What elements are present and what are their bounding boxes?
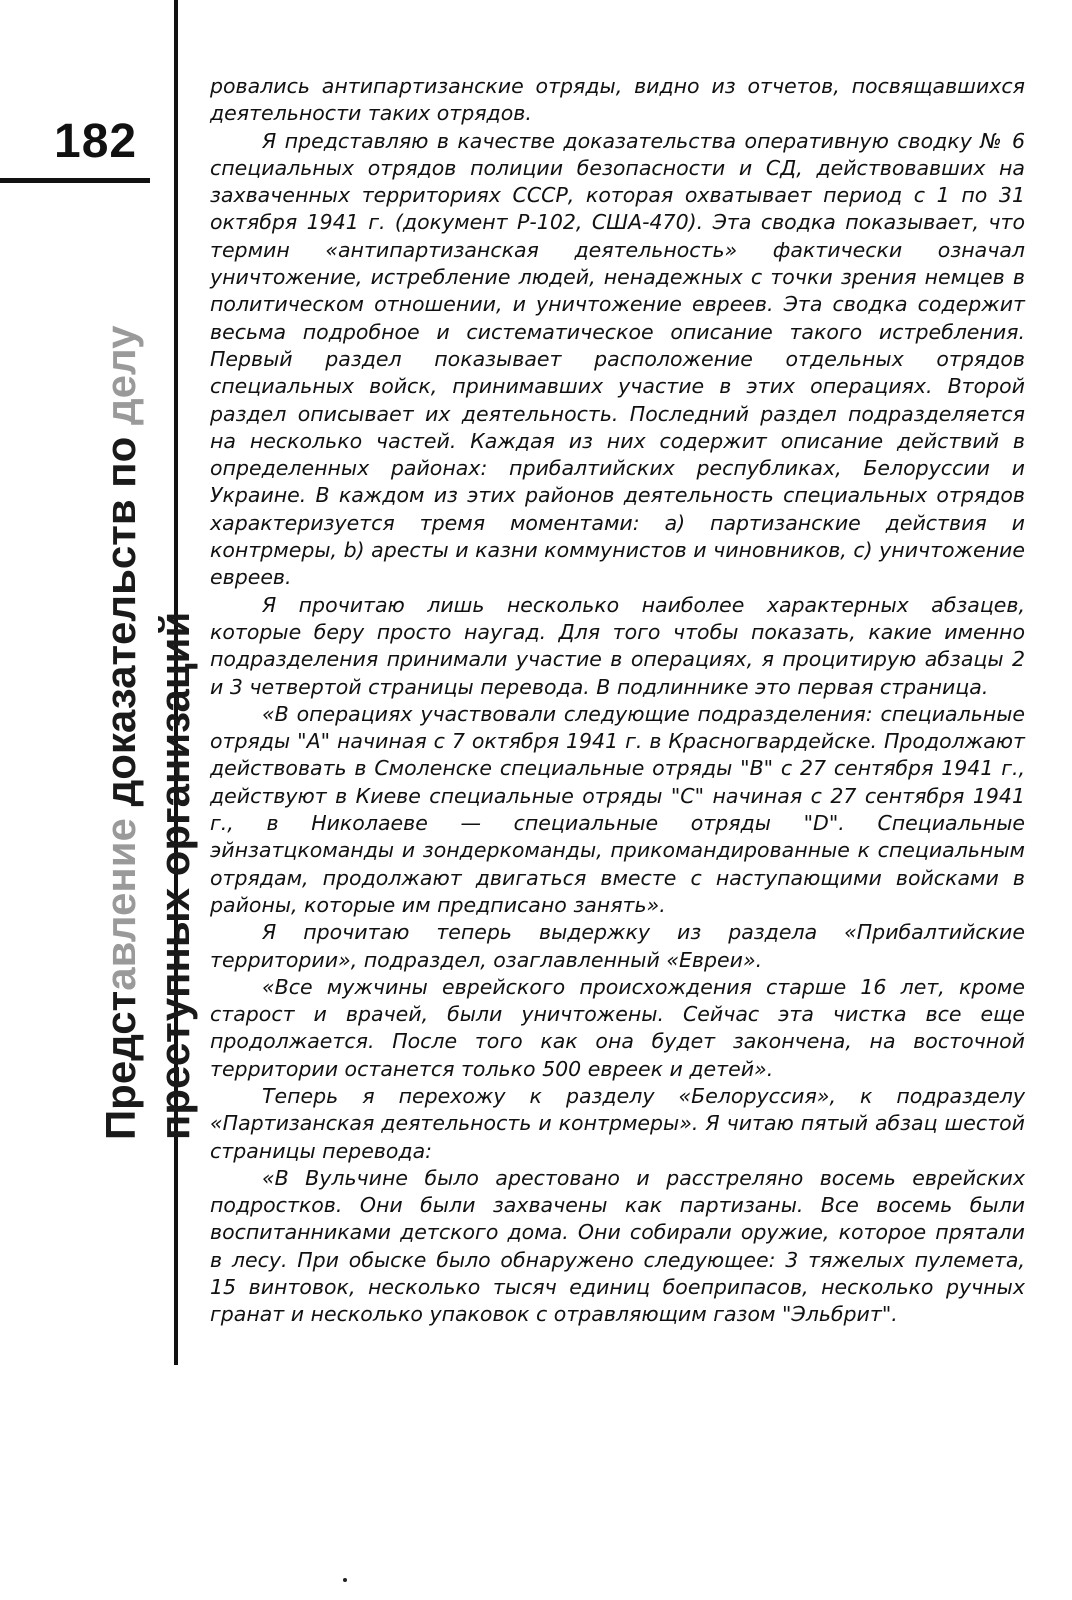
print-speck bbox=[343, 1578, 347, 1582]
paragraph-3: Я прочитаю лишь несколько наиболее характерных абзацев, которые беру просто наугад. Для того чтобы показать, какие именно подразделения принимали участие в операциях, я процитирую абзацы 2 и 3 четвертой страницы перевода. В подлиннике это первая страница. bbox=[210, 592, 1025, 699]
running-title-line-1 bbox=[94, 180, 148, 1140]
running-title-part-2: доказательств по bbox=[97, 425, 144, 819]
body-text bbox=[210, 73, 1025, 1329]
running-title-faded-1: авление bbox=[97, 818, 144, 991]
paragraph-8: «В Вульчине было арестовано и расстреляно восемь еврейских подростков. Они были захвачены как партизаны. Все восемь были воспитанниками детского дома. Они собирали оружие, которое прятали в лесу. При обыске было обнаружено следующее: 3 тяжелых пулемета, 15 винтовок, несколько тысяч единиц боеприпасов, несколько ручных гранат и несколько упаковок с отравляющим газом "Эльбрит". bbox=[210, 1165, 1025, 1327]
paragraph-7: Теперь я перехожу к разделу «Белоруссия», к подразделу «Партизанская деятельность и контрмеры». Я читаю пятый абзац шестой страницы перевода: bbox=[210, 1083, 1025, 1163]
running-title-line-2: преступных организаций bbox=[151, 611, 198, 1140]
page-number: 182 bbox=[54, 115, 138, 168]
paragraph-6: «Все мужчины еврейского происхождения старше 16 лет, кроме старост и врачей, были уничтожены. Сейчас эта чистка все еще продолжается. После того как она будет закончена, на восточной территории останется только 500 евреек и детей». bbox=[210, 974, 1025, 1081]
running-title-part-1: Предст bbox=[97, 990, 144, 1140]
paragraph-2: Я представляю в качестве доказательства оперативную сводку № 6 специальных отрядов полиции безопасности и СД, действовавших на захваченных территориях СССР, которая охватывает период с 1 по 31 октября 1941 г. (документ Р-102, США-470). Эта сводка показывает, что термин «антипартизанская деятельность» фактически означал уничтожение, истребление людей, ненадежных с точки зрения немцев в политическом отношении, и уничтожение евреев. Эта сводка содержит весьма подробное и систематическое описание такого истребления. Первый раздел показывает расположение отдельных отрядов специальных войск, принимавших участие в этих операциях. Второй раздел описывает их деятельность. Последний раздел подразделяется на несколько частей. Каждая из них содержит описание действий в определенных районах: прибалтийских республиках, Белоруссии и Украине. В каждом из этих районов деятельность специальных отрядов характеризуется тремя моментами: а) партизанские действия и контрмеры, b) аресты и казни коммунистов и чиновников, с) уничтожение евреев. bbox=[210, 128, 1025, 590]
paragraph-1: ровались антипартизанские отряды, видно из отчетов, посвящавшихся деятельности таких отрядов. bbox=[210, 74, 1025, 126]
paragraph-4: «В операциях участвовали следующие подразделения: специальные отряды "А" начиная с 7 октября 1941 г. в Красногвардейске. Продолжают действовать в Смоленске специальные отряды "В" с 27 сентября 1941 г., действуют в Киеве специальные отряды "С" начиная с 27 сентября 1941 г., в Николаеве — специальные отряды "D". Специальные эйнзатцкоманды и зондеркоманды, прикомандированные к специальным отрядам, продолжают двигаться вместе с наступающими войсками в районы, которые им предписано занять». bbox=[210, 701, 1025, 917]
running-title bbox=[94, 180, 202, 1140]
running-title-faded-2: делу bbox=[97, 325, 144, 425]
paragraph-5: Я прочитаю теперь выдержку из раздела «Прибалтийские территории», подраздел, озаглавленный «Евреи». bbox=[210, 920, 1025, 972]
